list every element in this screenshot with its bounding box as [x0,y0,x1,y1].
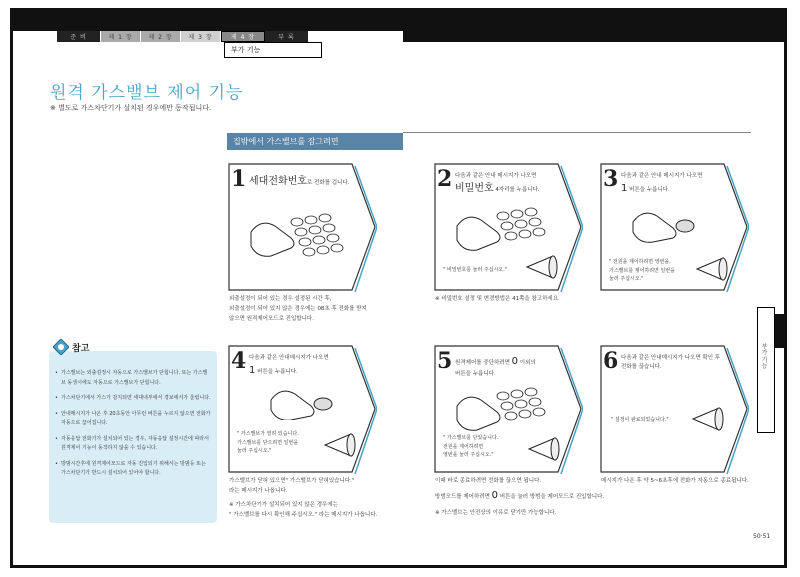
step-highlight: 0 [511,356,519,367]
voice-message: " 비밀번호를 눌러 주십시오." [443,267,508,273]
speaker-icon [525,252,565,282]
caption-line: ※ 가스차단기가 설치되어 있지 않은 경우에는 [229,501,338,508]
step-text: 다음과 같은 안내메시지가 나오면 [249,355,329,361]
section-header: 집밖에서 가스밸브를 잠그려면 [227,133,403,150]
phone-keypad-illustration [453,202,563,257]
bubble-line: " 전원을 제어하려면 영번을, [609,259,671,265]
bubble-line: 가스밸브를 제어하려면 일번을 [609,267,675,274]
tab-ch1[interactable]: 제 1 장 [101,31,141,42]
speaker-icon [323,430,363,460]
step-highlight: 1 [249,364,256,376]
step-2 [433,162,583,292]
step-text-2: 이외의 [519,360,536,366]
speaker-icon [691,404,731,434]
subtab-extra-function[interactable]: 부가 기능 [224,42,322,58]
step-4 [227,344,377,474]
section-line [403,132,751,133]
tip-item: • 가스밸브는 외출설정시 자동으로 가스밸브가 닫힙니다. 또는 가스밸브 동생시에도 자동으로 가스밸브가 닫힙니다. [55,369,211,388]
step-highlight: 비밀번호 [455,182,494,194]
step-6-caption: 메시지가 나온 후 약 5~6초후에 전화가 자동으로 종료됩니다. [601,478,749,484]
caption-line: 라는 메시지가 나옵니다. [229,487,288,494]
tip-item: • 자동응답 전화기가 설치되어 있는 경우, 자동응답 설정시간에 따라서 원격제어 기능이 동작하지 않을 수 있습니다. [55,435,211,454]
step-text-3: 버튼을 누릅니다. [455,371,496,377]
phone-keypad-illustration [247,202,357,272]
voice-message [443,434,498,460]
bubble-line: 눌러 주십시오." [609,276,644,282]
step-highlight: 1 [621,182,628,194]
caption-line: 않으면 원격제어모드로 진입합니다. [229,315,314,322]
page-title: 원격 가스밸브 제어 기능 [50,83,244,103]
phone-keypad-illustration [453,384,563,434]
step-2-caption: ※ 비밀번호 설정 및 변경방법은 41쪽을 참고하세요. [435,296,560,302]
caption-line: 외출설정이 되어 있는 경우 설정된 시간 후, [229,296,332,302]
tip-item: • 안내메시지가 나온 후 20초동안 아무런 버튼을 누르지 않으면 전화가 자동으로 끊어집니다. [55,410,211,429]
tip-title [53,339,89,355]
caption-line: ※ 가스밸브는 안전상의 이유로 닫기만 가능합니다. [435,509,557,516]
caption-line: 외출설정이 되어 있지 않은 경우에는 08초 후 전화를 받지 [229,305,367,312]
caption-line: 버튼을 눌러 방범을 제어모드로 진입합니다. [499,493,605,500]
finger-key-illustration [629,204,709,244]
bubble-line: 전원을 제어하려면 [443,443,484,450]
tab-appendix[interactable]: 부 록 [265,31,309,42]
caption-line: 가스밸브가 닫혀 있으면" 가스밸브가 닫혀있습니다." [229,478,355,484]
speaker-icon [695,254,735,284]
bubble-line: 가스밸브를 닫으려면 일번을 [237,439,299,446]
top-bar [13,11,784,31]
voice-message [237,430,299,456]
tip-list [55,369,211,485]
tip-item: • 방범시간후에 원격제어모드로 자동 진입되기 위해서는 방범등 또는 가스차단기가 반드시 설치되어 있어야 합니다. [55,460,211,479]
step-text-2: 버튼을 누릅니다. [257,368,298,375]
step-number: 6 [603,348,619,374]
bubble-line: 영번을 눌러 주십시오." [443,452,494,458]
step-number: 4 [231,348,247,374]
tip-title-text: 참고 [72,343,90,354]
caption-line: 방범모드를 제어하려면 [435,493,490,500]
bubble-line: " 가스밸브를 닫았습니다. [443,435,499,441]
caption-line: 이때 바로 종료하려면 전화를 끊으면 됩니다. [435,478,542,484]
step-number: 3 [603,166,619,192]
bubble-line: " 가스밸브가 열려 있습니다. [237,431,299,437]
step-number: 2 [437,166,453,192]
step-text: 다음과 같은 안내메시지가 나오면 확인 후 [621,355,721,361]
step-text-2: 버튼을 누릅니다. [629,186,670,193]
step-text-2: 전화를 끊습니다. [621,363,662,370]
tip-item: • 가스차단기에서 가스가 감지되면 세대내부에서 경보에서가 울립니다. [55,394,211,404]
voice-message: " 설정이 완료되었습니다." [611,417,669,423]
tab-ch2[interactable]: 제 2 장 [141,31,181,42]
step-text: 로 전화를 겁니다. [306,180,350,186]
caption-line: " 가스밸브를 다시 확인해 주십시오." 라는 메시지가 나옵니다. [229,511,378,518]
step-3 [599,162,749,292]
side-tab[interactable] [757,307,775,433]
tab-ch4[interactable]: 제 4 장 [221,31,265,42]
speaker-icon [527,434,567,464]
step-text: 다음과 같은 안내 메시지가 나오면 [621,173,703,179]
step-1 [227,162,377,292]
step-text: 다음과 같은 안내 메시지가 나오면 [455,173,537,179]
step-text-2: 4자리를 누릅니다. [495,186,540,193]
page-numbers: 50·51 [753,533,771,540]
info-diamond-icon [53,339,69,355]
step-text: 원격제어를 중단하려면 [455,360,510,366]
step-highlight: 세대전화번호 [249,176,307,187]
tab-line [403,31,787,42]
step-5 [433,344,583,474]
bubble-line: 눌러 주십시오." [237,448,272,454]
finger-key-illustration [267,384,347,420]
step-4-caption [229,477,377,521]
page-note: ※ 별도로 가스차단기가 설치된 경우에만 동작됩니다. [50,104,212,112]
page-frame [10,8,787,568]
step-number: 5 [437,348,453,374]
tab-prep[interactable]: 준 비 [57,31,101,42]
step-6 [599,344,749,474]
step-1-caption [229,295,367,325]
step-5-caption [435,477,604,519]
tab-ch3[interactable]: 제 3 장 [181,31,221,42]
caption-highlight: 0 [491,489,499,501]
voice-message [609,258,675,284]
chapter-tabs [57,31,309,42]
side-tab-label: 부가 기능 [760,343,767,369]
step-number: 1 [231,166,247,192]
